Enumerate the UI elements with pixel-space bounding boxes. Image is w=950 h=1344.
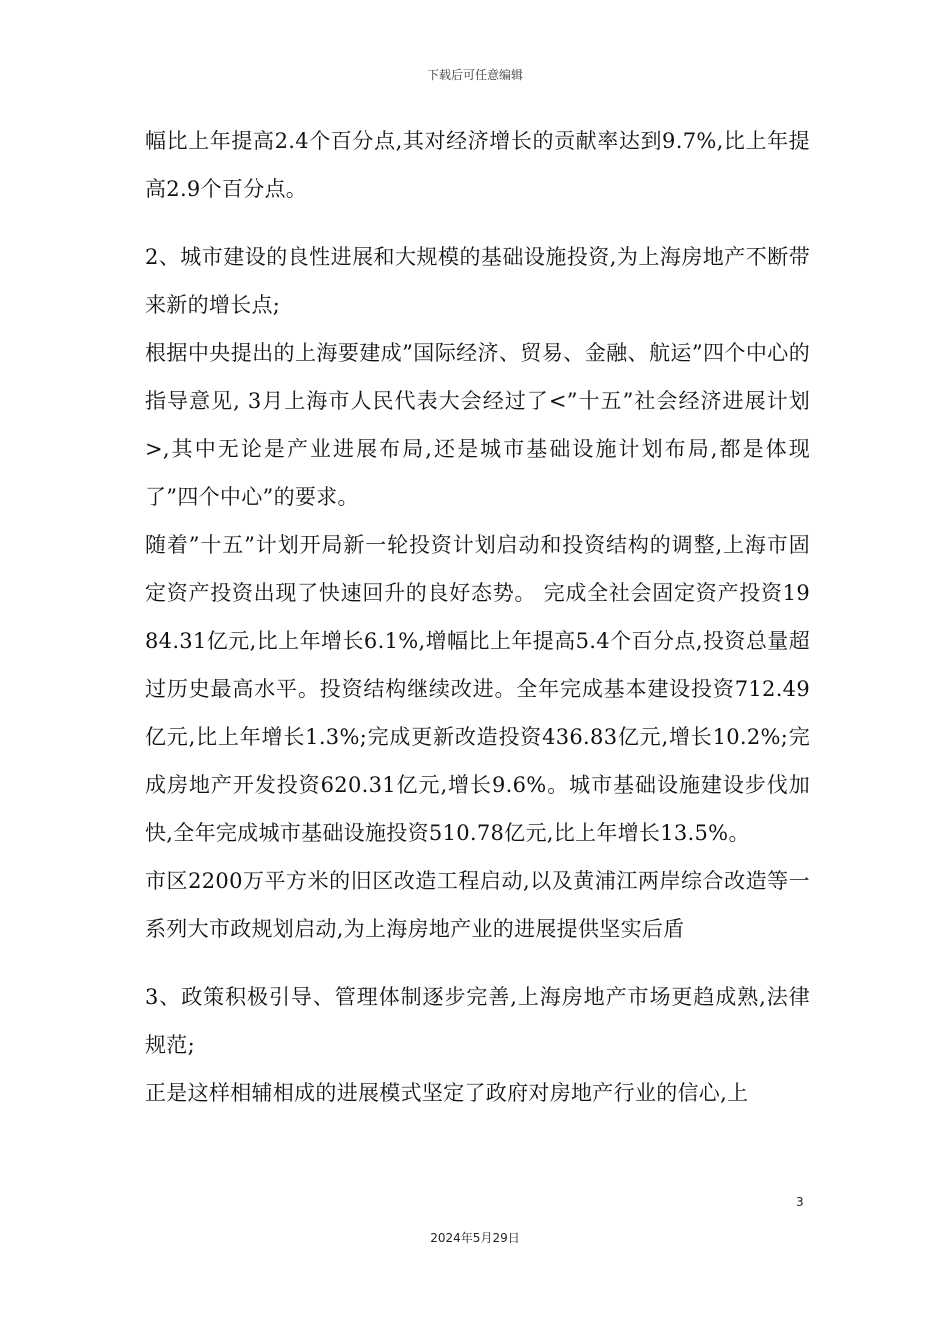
paragraph-6-heading: 3、政策积极引导、管理体制逐步完善,上海房地产市场更趋成熟,法律规范;: [145, 985, 810, 1057]
paragraph-5: 市区2200万平方米的旧区改造工程启动,以及黄浦江两岸综合改造等一系列大市政规划启动,为上海房地产业的进展提供坚实后盾: [145, 869, 810, 941]
paragraph-gap: [145, 213, 810, 233]
footer-date: 2024年5月29日: [430, 1231, 520, 1245]
paragraph-1: 幅比上年提高2.4个百分点,其对经济增长的贡献率达到9.7%,比上年提高2.9个百分点。: [145, 129, 810, 201]
paragraph-7: 正是这样相辅相成的进展模式坚定了政府对房地产行业的信心,上: [145, 1081, 749, 1105]
paragraph-3: 根据中央提出的上海要建成”国际经济、贸易、金融、航运”四个中心的指导意见, 3月上海市人民代表大会经过了<”十五”社会经济进展计划>,其中无论是产业进展布局,还是城市基础设施计划布局,都是体现了”四个中心”的要求。: [145, 341, 810, 509]
header-note: 下载后可任意编辑: [426, 68, 523, 82]
paragraph-gap: [145, 953, 810, 973]
paragraph-4: 随着”十五”计划开局新一轮投资计划启动和投资结构的调整,上海市固定资产投资出现了快速回升的良好态势。 完成全社会固定资产投资1984.31亿元,比上年增长6.1%,增幅比上年提高5.4个百分点,投资总量超过历史最高水平。投资结构继续改进。全年完成基本建设投资712.49亿元,比上年增长1.3%;完成更新改造投资436.83亿元,增长10.2%;完成房地产开发投资620.31亿元,增长9.6%。城市基础设施建设步伐加快,全年完成城市基础设施投资510.78亿元,比上年增长13.5%。: [145, 533, 810, 845]
document-body: [145, 117, 810, 1117]
page-number: 3: [796, 1195, 804, 1209]
paragraph-2-heading: 2、城市建设的良性进展和大规模的基础设施投资,为上海房地产不断带来新的增长点;: [145, 245, 810, 317]
